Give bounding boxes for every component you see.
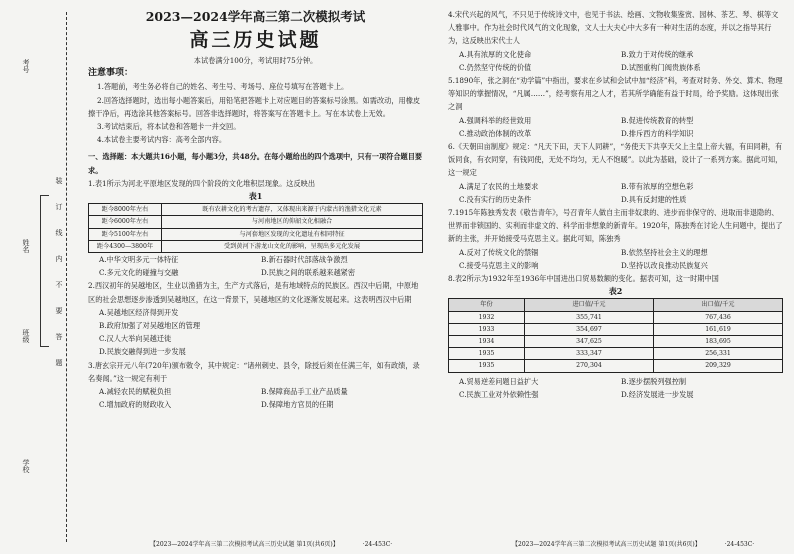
binding-label-name: 姓名 (22, 239, 30, 255)
option-b: B.致力于对传统的继承 (621, 49, 694, 59)
table-2 (448, 298, 783, 372)
option-d: D.保障地方官员的任期 (261, 400, 334, 410)
option-a: A.满足了农民的土地要求 (459, 181, 539, 191)
binding-label-class: 班级 (22, 329, 30, 345)
footer-code: ·24-453C· (724, 541, 755, 548)
table-header-cell: 进口值/千元 (524, 299, 653, 311)
binding-mark: 不 (55, 281, 63, 289)
binding-mark: 要 (55, 307, 63, 315)
table-cell: 受到黄河下游龙山文化的影响，呈现出多元化发展 (162, 240, 423, 252)
question-8-stem: 8.表2所示为1932年至1936年中国进出口贸易数额的变化。据表可知，这一时期中国 (448, 274, 719, 284)
footer-text: 【2023—2024学年高三第二次模拟考试高三历史试题 第1页(共6页)】 (150, 541, 339, 548)
left-column (88, 8, 423, 536)
table-row (449, 360, 783, 372)
table-cell: 767,436 (653, 311, 782, 323)
table-cell: 209,329 (653, 360, 782, 372)
option-d: D.排斥西方的科学知识 (621, 128, 694, 138)
table-cell: 距今4300—3800年 (89, 240, 162, 252)
table-1 (88, 203, 423, 253)
table-cell: 与河套地区发现的文化遗址有相同特征 (162, 228, 423, 240)
exam-year-title: 2023—2024学年高三第二次模拟考试 (145, 9, 366, 24)
table-cell: 355,741 (524, 311, 653, 323)
binding-mark: 答 (55, 333, 63, 341)
table-cell: 既有农耕文化的考古遗存，又体现出来源于内蒙古的渔猎文化元素 (162, 204, 423, 216)
option-b: B.保障商品手工业产品质量 (261, 387, 348, 397)
table-row (449, 336, 783, 348)
option-c: C.仍然坚守传统的价值 (459, 62, 532, 72)
option-d: D.民族交融得到进一步发展 (99, 347, 186, 357)
notice-heading: 注意事项： (88, 68, 134, 79)
notice-item: 1.答题前，考生务必将自己的姓名、考生号、考场号、座位号填写在答题卡上。 (97, 82, 349, 92)
question-7-options (448, 246, 783, 272)
table-cell: 1933 (449, 323, 525, 335)
table-header-cell: 年份 (449, 299, 525, 311)
table-cell: 1935 (449, 348, 525, 360)
table-cell: 256,331 (653, 348, 782, 360)
table-cell: 354,697 (524, 323, 653, 335)
binding-margin (0, 0, 64, 554)
question-2-stem: 2.西汉初年的吴越地区，生业以渔猎为主，生产方式落后，是有地域特点的民族区。西汉中后期，中原地区的社会思想逐步渗透到吴越地区，在这一背景下，吴越地区的文化逐渐发展起来。这表明西汉中后期 (88, 281, 419, 304)
question-3-stem: 3.唐玄宗开元八年(720年)颁布敕令，其中规定：“诸州刺史、县令，除授后须在任满三年，如有政绩，录名奏闻。”这一规定有利于 (88, 360, 420, 383)
option-b: B.政府加强了对吴越地区的管理 (99, 321, 201, 331)
table-cell: 距今5100年左右 (89, 228, 162, 240)
option-a: A.具有浓厚的文化使命 (459, 49, 532, 59)
table-cell: 183,695 (653, 336, 782, 348)
notice-item: 4.本试卷主要考试内容：高考全部内容。 (97, 135, 227, 145)
binding-label-school: 学校 (22, 459, 30, 475)
right-column (448, 8, 783, 536)
question-4-stem: 4.宋代兴起的风气，不只见于传统诗文中，也见于书法、绘画、文物收集鉴赏、园林、茶艺、琴、棋等文人雅事中。作为社会时代风气的文化现象，文人士大夫心中大多有一种对生活的态度，并以之指导其行为，这反映出宋代士人 (448, 10, 779, 46)
table-cell: 270,304 (524, 360, 653, 372)
option-b: B.依然坚持社会主义的理想 (621, 247, 708, 257)
option-b: B.带有浓厚的空想色彩 (621, 181, 694, 191)
table-cell: 距今6000年左右 (89, 216, 162, 228)
question-7-stem: 7.1915年陈独秀发表《敬告青年》，号召青年人做自主而非奴隶的、进步而非保守的、进取而非退隐的、世界而非锁国的、实利而非虚文的、科学而非想象的新青年。1920年，陈独秀在讨论人生问题中，提出了新的主张，并开始接受马克思主义。据此可知，陈独秀 (448, 208, 783, 244)
option-c: C.没有实行的历史条件 (459, 194, 532, 204)
option-c: C.增加政府的财政收入 (99, 400, 172, 410)
option-b: B.逐步摆脱列强控制 (621, 376, 687, 386)
option-a: A.减轻农民的赋税负担 (99, 387, 172, 397)
question-3-options (88, 385, 423, 411)
binding-mark: 订 (55, 203, 63, 211)
option-b: B.促进传统教育的转型 (621, 115, 694, 125)
table-header-row (449, 299, 783, 311)
option-a: A.中华文明多元一体特征 (99, 255, 179, 265)
option-d: D.坚持以改良推动民族复兴 (621, 260, 708, 270)
table-cell: 1935 (449, 360, 525, 372)
table-cell: 1932 (449, 311, 525, 323)
notice-item: 3.考试结束后，将本试卷和答题卡一并交回。 (97, 122, 241, 132)
table-row (89, 240, 423, 252)
table-cell: 347,625 (524, 336, 653, 348)
binding-mark: 线 (55, 229, 63, 237)
table-cell: 161,619 (653, 323, 782, 335)
question-4-options (448, 48, 783, 74)
table-cell: 333,347 (524, 348, 653, 360)
table-row (449, 311, 783, 323)
option-d: D.民族之间的联系越来越紧密 (261, 268, 356, 278)
table-2-caption: 表2 (608, 286, 623, 297)
option-a: A.强调科举的经世致用 (459, 115, 532, 125)
option-d: D.试图重构门阀贵族体系 (621, 62, 701, 72)
table-1-caption: 表1 (248, 191, 263, 202)
option-b: B.新石器时代部落战争激烈 (261, 255, 348, 265)
table-header-cell: 出口值/千元 (653, 299, 782, 311)
footer-text: 【2023—2024学年高三第二次模拟考试高三历史试题 第1页(共6页)】 (512, 541, 701, 548)
option-a: A.贸易逆差问题日益扩大 (459, 376, 539, 386)
binding-mark: 装 (55, 177, 63, 185)
table-cell: 与河南地区的仰韶文化相融合 (162, 216, 423, 228)
question-5-options (448, 114, 783, 140)
table-row (449, 348, 783, 360)
option-a: A.吴越地区经济得到开发 (99, 307, 179, 317)
exam-subject-title: 高三历史试题 (189, 29, 322, 51)
question-1-options (88, 253, 423, 279)
question-6-stem: 6.《天朝田亩制度》规定：“凡天下田，天下人同耕”，“务使天下共享天父上主皇上帝大福，有田同耕，有饭同食，有衣同穿，有钱同使，无处不均匀，无人不饱暖”。以此为基础，设计了一系列方案。据此可知，这一规定 (448, 142, 783, 178)
option-c: C.民族工业对外依赖性强 (459, 389, 539, 399)
table-row (89, 216, 423, 228)
binding-mark: 内 (55, 255, 63, 263)
table-cell: 距今8000年左右 (89, 204, 162, 216)
option-c: C.接受马克思主义的影响 (459, 260, 539, 270)
section-heading: 一、选择题：本大题共16小题，每小题3分，共48分。在每小题给出的四个选项中，只有一项符合题目要求。 (88, 152, 423, 175)
question-1-stem: 1.表1所示为河北平原地区发现的四个阶段的文化堆积层现象。这反映出 (88, 178, 316, 188)
question-6-options (448, 180, 783, 206)
option-d: D.具有反封建的性质 (621, 194, 687, 204)
table-row (89, 204, 423, 216)
option-d: D.经济发展进一步发展 (621, 389, 694, 399)
notice-item: 2.回答选择题时，选出每小题答案后，用铅笔把答题卡上对应题目的答案标号涂黑。如需改动，用橡皮擦干净后，再选涂其他答案标号。回答非选择题时，将答案写在答题卡上。写在本试卷上无效。 (88, 95, 421, 118)
table-cell: 1934 (449, 336, 525, 348)
table-row (449, 323, 783, 335)
right-footer (512, 540, 754, 550)
option-a: A.反对了传统文化的禁锢 (459, 247, 539, 257)
binding-label-exam-number: 考号 (22, 59, 30, 75)
option-c: C.推动政治体制的改革 (459, 128, 532, 138)
option-c: C.汉人大举向吴越迁徙 (99, 334, 172, 344)
exam-info: 本试卷满分100分，考试用时75分钟。 (193, 56, 318, 65)
option-c: C.多元文化的碰撞与交融 (99, 268, 179, 278)
binding-mark: 题 (55, 359, 63, 367)
table-row (89, 228, 423, 240)
question-8-options (448, 375, 783, 401)
left-footer (150, 540, 392, 550)
footer-code: ·24-453C· (362, 541, 393, 548)
binding-brace (40, 195, 49, 347)
binding-cut-line (66, 12, 67, 542)
question-5-stem: 5.1890年，张之洞在“劝学篇”中指出，要求在乡试和会试中加“经济”科，考查对时务、外交、算术、物理等知识的掌握情况，“凡属……”，经考察有用之人才，若其所学确能有益于时局，给予奖励。这体现出张之洞 (448, 76, 783, 112)
